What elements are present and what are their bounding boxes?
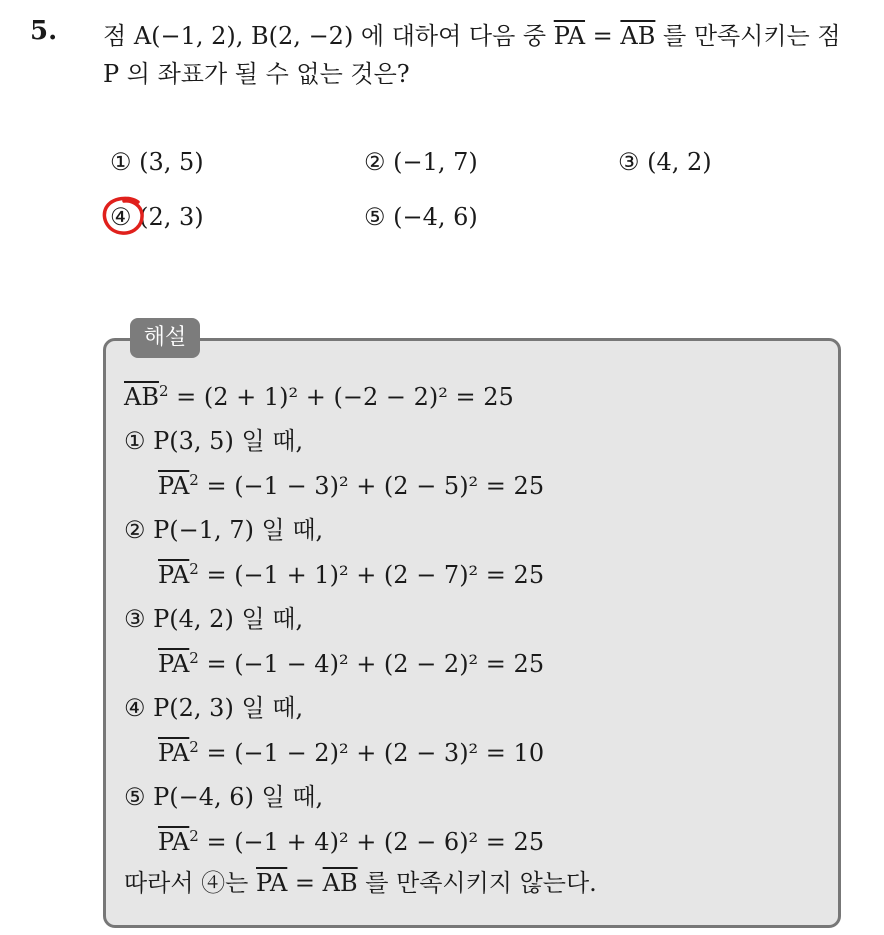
expr: = (−1 − 4)² + (2 − 2)² = 25 bbox=[198, 650, 545, 678]
question-text-part: 점 A(−1, 2), B(2, −2) 에 대하여 다음 중 bbox=[103, 22, 547, 50]
expr: = (−1 − 3)² + (2 − 5)² = 25 bbox=[198, 472, 545, 500]
case-5-calc: $\overline{PA}^2 = (-1 + 4)^2 + (2 - 6)^2 = 25$ bbox=[158, 827, 545, 856]
case-4: ④ P(2, 3) 일 때, bbox=[124, 694, 304, 722]
case-3: ③ P(4, 2) 일 때, bbox=[124, 605, 304, 633]
case-1-calc: $\overline{PA}^2 = (-1 - 3)^2 + (2 - 5)^2 = 25$ bbox=[158, 471, 545, 500]
choice-4[interactable]: ④ (2, 3) bbox=[110, 203, 204, 231]
question-text-part: 를 만족시키는 점 bbox=[655, 22, 841, 50]
segment-pa: $\overline{PA}$ bbox=[158, 561, 190, 589]
question-number: 5. bbox=[30, 16, 58, 46]
answer-circle-mark bbox=[100, 194, 148, 238]
segment-ab: $\overline{AB}$ bbox=[620, 22, 656, 50]
choice-5[interactable]: ⑤ (−4, 6) bbox=[364, 203, 478, 231]
segment-pa: $\overline{PA}$ bbox=[158, 650, 190, 678]
case-4-calc: $\overline{PA}^2 = (-1 - 2)^2 + (2 - 3)^2 = 10$ bbox=[158, 738, 545, 767]
expr: = (−1 + 1)² + (2 − 7)² = 25 bbox=[198, 561, 545, 589]
case-2: ② P(−1, 7) 일 때, bbox=[124, 516, 324, 544]
conclusion-text: 를 만족시키지 않는다. bbox=[357, 869, 597, 897]
segment-pa: $\overline{PA}$ bbox=[158, 472, 190, 500]
case-2-calc: $\overline{PA}^2 = (-1 + 1)^2 + (2 - 7)^2 = 25$ bbox=[158, 560, 545, 589]
case-5: ⑤ P(−4, 6) 일 때, bbox=[124, 783, 324, 811]
segment-pa: $\overline{PA}$ bbox=[158, 739, 190, 767]
conclusion: 따라서 ④는 $\overline{PA} = \overline{AB}$ 를 만족시키지 않는다. bbox=[124, 869, 597, 897]
question-text bbox=[103, 17, 873, 93]
segment-ab: $\overline{AB}$ bbox=[322, 869, 358, 897]
segment-pa: $\overline{PA}$ bbox=[256, 869, 288, 897]
segment-pa: $\overline{PA}$ bbox=[553, 22, 586, 50]
solution-tag: 해설 bbox=[130, 318, 200, 358]
case-1: ① P(3, 5) 일 때, bbox=[124, 427, 304, 455]
conclusion-text: 따라서 ④는 bbox=[124, 869, 256, 897]
segment-ab: $\overline{AB}$ bbox=[124, 383, 159, 411]
expr: = (2 + 1)² + (−2 − 2)² = 25 bbox=[168, 383, 514, 411]
expr: = (−1 − 2)² + (2 − 3)² = 10 bbox=[198, 739, 545, 767]
solution-ab-squared: $\overline{AB}^2 = (2 + 1)^2 + (-2 - 2)^2 = 25$ bbox=[124, 382, 514, 411]
equals-sign: = bbox=[585, 22, 621, 50]
segment-pa: $\overline{PA}$ bbox=[158, 828, 190, 856]
choice-2[interactable]: ② (−1, 7) bbox=[364, 148, 478, 176]
case-3-calc: $\overline{PA}^2 = (-1 - 4)^2 + (2 - 2)^2 = 25$ bbox=[158, 649, 545, 678]
choice-1[interactable]: ① (3, 5) bbox=[110, 148, 204, 176]
expr: = (−1 + 4)² + (2 − 6)² = 25 bbox=[198, 828, 545, 856]
choice-3[interactable]: ③ (4, 2) bbox=[618, 148, 712, 176]
question-text-line2: P 의 좌표가 될 수 없는 것은? bbox=[103, 60, 410, 88]
